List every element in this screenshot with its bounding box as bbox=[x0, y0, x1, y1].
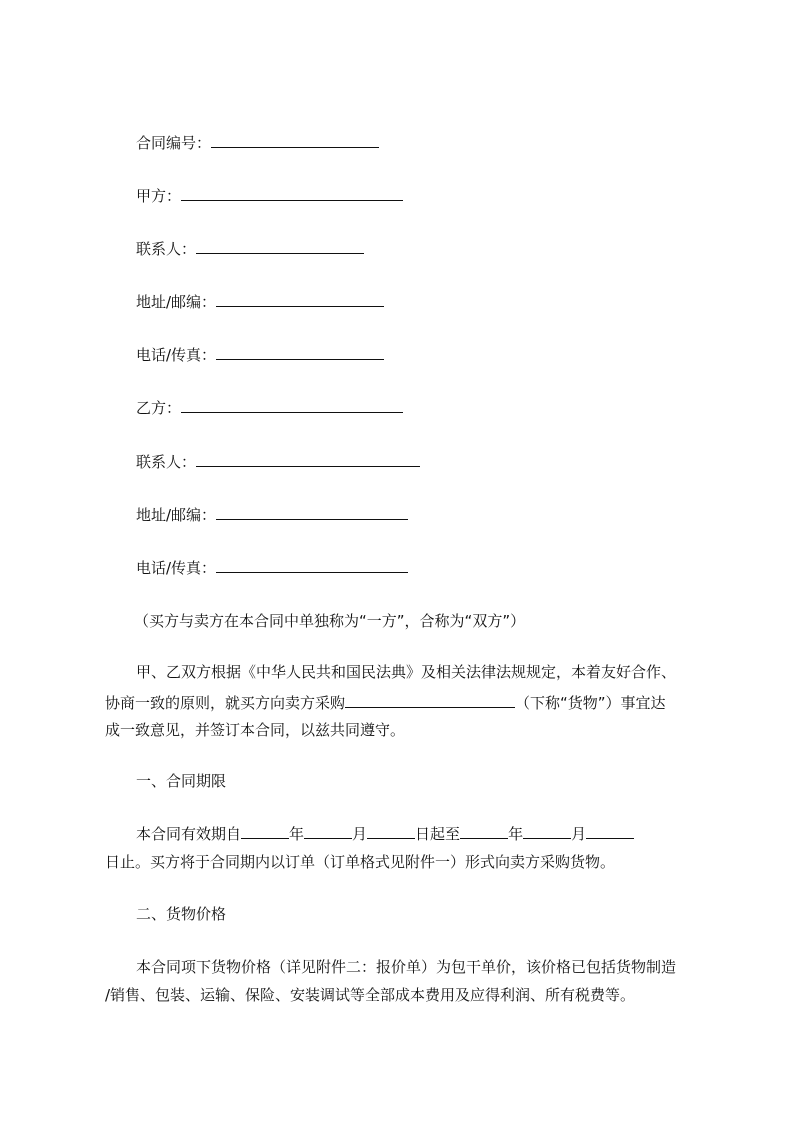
field-party-b-contact bbox=[136, 452, 420, 472]
goods-blank[interactable] bbox=[345, 693, 515, 708]
field-party-a-contact bbox=[136, 239, 364, 259]
field-label: 合同编号： bbox=[136, 134, 212, 152]
field-label: 电话/传真： bbox=[136, 346, 217, 364]
field-party-a bbox=[136, 186, 403, 206]
intro-text: 协商一致的原则，就买方向卖方采购 bbox=[105, 694, 346, 712]
blank-line[interactable] bbox=[211, 133, 379, 148]
field-party-a-address bbox=[136, 292, 384, 312]
price-line-1: 本合同项下货物价格（详见附件二：报价单）为包干单价，该价格已包括货物制造 bbox=[136, 958, 677, 976]
term-text: 年 bbox=[289, 825, 305, 843]
field-label: 地址/邮编： bbox=[136, 506, 217, 524]
price-line-2: /销售、包装、运输、保险、安装调试等全部成本费用及应得利润、所有税费等。 bbox=[105, 986, 636, 1004]
blank-line[interactable] bbox=[181, 398, 403, 413]
field-party-a-phone bbox=[136, 345, 384, 365]
blank-line[interactable] bbox=[216, 292, 384, 307]
intro-line-2 bbox=[105, 693, 666, 713]
term-text: 日起至 bbox=[415, 825, 461, 843]
term-line-1 bbox=[136, 824, 634, 844]
blank-line[interactable] bbox=[216, 505, 408, 520]
section-2-heading: 二、货物价格 bbox=[136, 905, 227, 923]
blank-line[interactable] bbox=[181, 186, 403, 201]
field-party-b-phone bbox=[136, 558, 408, 578]
blank-line[interactable] bbox=[216, 558, 408, 573]
term-text: 月 bbox=[571, 825, 587, 843]
intro-line-1: 甲、乙双方根据《中华人民共和国民法典》及相关法律法规规定，本着友好合作、 bbox=[136, 663, 677, 681]
intro-text: （下称“货物”）事宜达 bbox=[515, 694, 666, 712]
field-party-b-address bbox=[136, 505, 408, 525]
blank-line[interactable] bbox=[196, 452, 420, 467]
parties-note: （买方与卖方在本合同中单独称为“一方”，合称为“双方”） bbox=[134, 612, 526, 630]
field-label: 乙方： bbox=[136, 399, 182, 417]
field-contract-number bbox=[136, 133, 379, 153]
blank-line[interactable] bbox=[216, 345, 384, 360]
blank-line[interactable] bbox=[196, 239, 364, 254]
end-year-blank[interactable] bbox=[460, 824, 508, 839]
start-month-blank[interactable] bbox=[304, 824, 352, 839]
term-text: 年 bbox=[508, 825, 524, 843]
end-month-blank[interactable] bbox=[523, 824, 571, 839]
section-1-heading: 一、合同期限 bbox=[136, 772, 227, 790]
term-text: 本合同有效期自 bbox=[136, 825, 242, 843]
field-label: 地址/邮编： bbox=[136, 293, 217, 311]
intro-line-3: 成一致意见，并签订本合同，以兹共同遵守。 bbox=[105, 721, 406, 739]
field-label: 甲方： bbox=[136, 187, 182, 205]
term-line-2: 日止。买方将于合同期内以订单（订单格式见附件一）形式向卖方采购货物。 bbox=[105, 853, 616, 871]
field-party-b bbox=[136, 398, 403, 418]
start-day-blank[interactable] bbox=[367, 824, 415, 839]
start-year-blank[interactable] bbox=[241, 824, 289, 839]
field-label: 电话/传真： bbox=[136, 559, 217, 577]
end-day-blank[interactable] bbox=[586, 824, 634, 839]
field-label: 联系人： bbox=[136, 453, 197, 471]
field-label: 联系人： bbox=[136, 240, 197, 258]
term-text: 月 bbox=[352, 825, 368, 843]
